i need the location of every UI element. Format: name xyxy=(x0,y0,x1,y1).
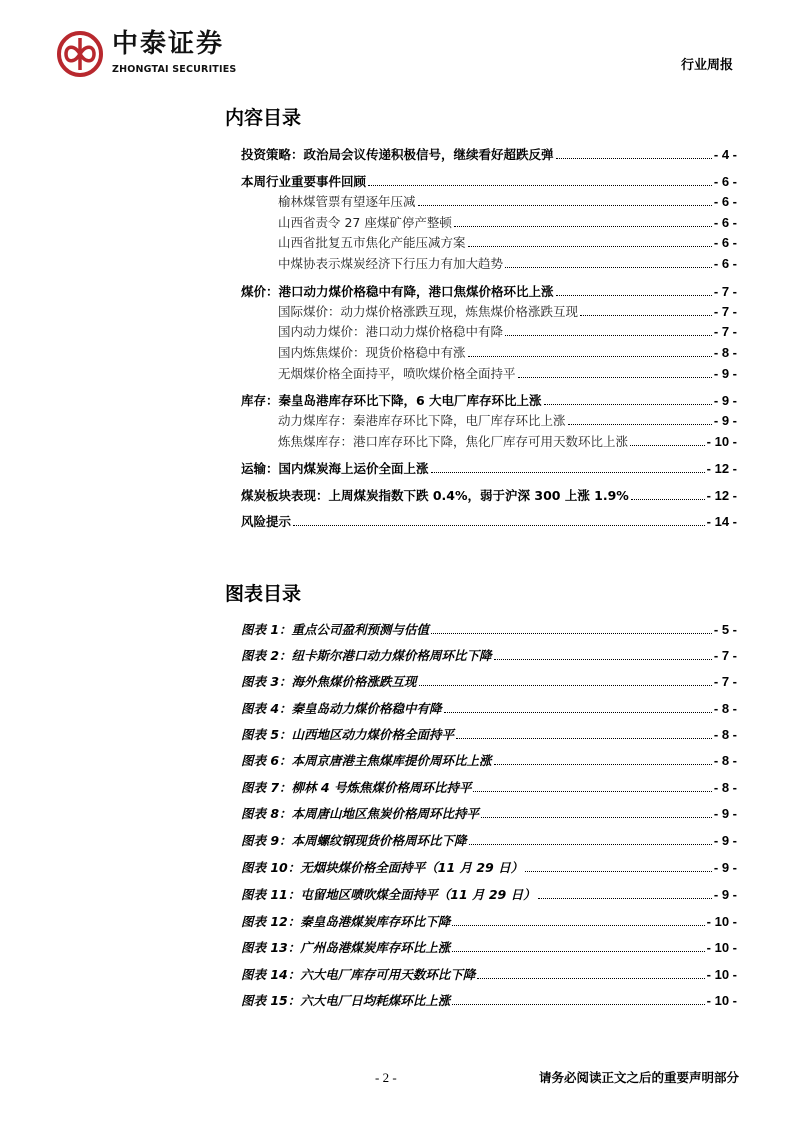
toc-entry[interactable] xyxy=(241,461,737,477)
entry-title: 运输：国内煤炭海上运价全面上涨 xyxy=(241,461,429,476)
dot-leader xyxy=(368,185,712,186)
entry-page: - 9 - xyxy=(713,833,737,848)
entry-page: - 12 - xyxy=(706,488,737,503)
dot-leader xyxy=(544,404,712,405)
toc-entry[interactable] xyxy=(278,324,737,340)
entry-title: 图表 3：海外焦煤价格涨跌互现 xyxy=(241,674,417,689)
entry-page: - 8 - xyxy=(713,780,737,795)
toc-entry[interactable] xyxy=(278,304,737,320)
toc-entry[interactable] xyxy=(241,393,737,409)
toc-entry[interactable] xyxy=(278,256,737,272)
entry-title: 图表 5：山西地区动力煤价格全面持平 xyxy=(241,727,455,742)
dot-leader xyxy=(452,1004,704,1005)
figure-entry[interactable] xyxy=(241,780,737,796)
figure-entry[interactable] xyxy=(241,753,737,769)
entry-page: - 6 - xyxy=(713,215,737,230)
entry-title: 风险提示 xyxy=(241,514,292,529)
brand-name-cn: 中泰证券 xyxy=(112,29,225,59)
dot-leader xyxy=(473,791,711,792)
entry-title: 国内动力煤价：港口动力煤价格稳中有降 xyxy=(278,324,504,339)
entry-title: 山西省责令 27 座煤矿停产整顿 xyxy=(278,215,452,230)
entry-page: - 7 - xyxy=(713,674,737,689)
entry-title: 图表 2：纽卡斯尔港口动力煤价格周环比下降 xyxy=(241,648,492,663)
dot-leader xyxy=(494,659,712,660)
figures-title: 图表目录 xyxy=(225,583,302,605)
entry-title: 无烟煤价格全面持平，喷吹煤价格全面持平 xyxy=(278,366,516,381)
entry-page: - 4 - xyxy=(713,147,737,162)
entry-page: - 8 - xyxy=(713,345,737,360)
entry-title: 炼焦煤库存：港口库存环比下降，焦化厂库存可用天数环比上涨 xyxy=(278,434,629,449)
toc-title: 内容目录 xyxy=(225,107,302,129)
dot-leader xyxy=(525,871,712,872)
entry-title: 图表 13：广州岛港煤炭库存环比上涨 xyxy=(241,940,451,955)
dot-leader xyxy=(556,295,712,296)
toc-entry[interactable] xyxy=(278,235,737,251)
figure-entry[interactable] xyxy=(241,833,737,849)
entry-title: 动力煤库存：秦港库存环比下降，电厂库存环比上涨 xyxy=(278,413,566,428)
dot-leader xyxy=(444,712,712,713)
toc-entry[interactable] xyxy=(278,194,737,210)
entry-page: - 9 - xyxy=(713,860,737,875)
figure-entry[interactable] xyxy=(241,648,737,664)
dot-leader xyxy=(452,951,704,952)
entry-title: 图表 10：无烟块煤价格全面持平（11 月 29 日） xyxy=(241,860,524,875)
dot-leader xyxy=(431,472,705,473)
toc-entry[interactable] xyxy=(241,174,737,190)
entry-page: - 6 - xyxy=(713,194,737,209)
entry-page: - 14 - xyxy=(706,514,737,529)
figure-entry[interactable] xyxy=(241,887,737,903)
page-number: - 2 - xyxy=(375,1070,397,1085)
brand-name-en: ZHONGTAI SECURITIES xyxy=(112,64,237,75)
entry-page: - 9 - xyxy=(713,806,737,821)
zhongtai-logo-icon xyxy=(56,30,104,78)
entry-title: 图表 8：本周唐山地区焦炭价格周环比持平 xyxy=(241,806,480,821)
entry-page: - 9 - xyxy=(713,366,737,381)
dot-leader xyxy=(469,844,712,845)
toc-entry[interactable] xyxy=(241,488,737,504)
entry-page: - 10 - xyxy=(706,914,737,929)
figure-entry[interactable] xyxy=(241,674,737,690)
entry-page: - 10 - xyxy=(706,967,737,982)
entry-page: - 9 - xyxy=(713,887,737,902)
dot-leader xyxy=(452,925,704,926)
dot-leader xyxy=(481,817,712,818)
toc-entry[interactable] xyxy=(241,284,737,300)
entry-title: 国际煤价：动力煤价格涨跌互现，炼焦煤价格涨跌互现 xyxy=(278,304,579,319)
figure-entry[interactable] xyxy=(241,967,737,983)
entry-title: 煤价：港口动力煤价格稳中有降，港口焦煤价格环比上涨 xyxy=(241,284,554,299)
figure-entry[interactable] xyxy=(241,622,737,638)
entry-title: 山西省批复五市焦化产能压减方案 xyxy=(278,235,466,250)
dot-leader xyxy=(293,525,705,526)
entry-title: 榆林煤管票有望逐年压减 xyxy=(278,194,416,209)
entry-page: - 5 - xyxy=(713,622,737,637)
dot-leader xyxy=(477,978,704,979)
dot-leader xyxy=(454,226,712,227)
entry-page: - 7 - xyxy=(713,648,737,663)
toc-entry[interactable] xyxy=(278,434,737,450)
dot-leader xyxy=(538,898,712,899)
dot-leader xyxy=(431,633,712,634)
figure-entry[interactable] xyxy=(241,940,737,956)
disclaimer: 请务必阅读正文之后的重要声明部分 xyxy=(538,1070,739,1085)
entry-page: - 6 - xyxy=(713,174,737,189)
dot-leader xyxy=(518,377,712,378)
dot-leader xyxy=(505,267,712,268)
entry-title: 图表 6：本周京唐港主焦煤库提价周环比上涨 xyxy=(241,753,492,768)
figure-entry[interactable] xyxy=(241,727,737,743)
dot-leader xyxy=(494,764,712,765)
entry-page: - 6 - xyxy=(713,235,737,250)
dot-leader xyxy=(630,445,705,446)
figure-entry[interactable] xyxy=(241,914,737,930)
entry-page: - 6 - xyxy=(713,256,737,271)
entry-title: 国内炼焦煤价：现货价格稳中有涨 xyxy=(278,345,466,360)
entry-title: 库存：秦皇岛港库存环比下降，6 大电厂库存环比上涨 xyxy=(241,393,542,408)
entry-page: - 8 - xyxy=(713,753,737,768)
entry-title: 图表 14：六大电厂库存可用天数环比下降 xyxy=(241,967,476,982)
toc-entry[interactable] xyxy=(278,366,737,382)
entry-title: 图表 7：柳林 4 号炼焦煤价格周环比持平 xyxy=(241,780,472,795)
dot-leader xyxy=(631,499,705,500)
dot-leader xyxy=(568,424,712,425)
entry-title: 图表 9：本周螺纹钢现货价格周环比下降 xyxy=(241,833,467,848)
entry-page: - 7 - xyxy=(713,324,737,339)
entry-title: 图表 11：屯留地区喷吹煤全面持平（11 月 29 日） xyxy=(241,887,536,902)
entry-title: 图表 1：重点公司盈利预测与估值 xyxy=(241,622,430,637)
entry-page: - 10 - xyxy=(706,434,737,449)
toc-entry[interactable] xyxy=(278,215,737,231)
dot-leader xyxy=(556,158,712,159)
report-type: 行业周报 xyxy=(680,58,733,73)
dot-leader xyxy=(505,335,712,336)
entry-title: 投资策略：政治局会议传递积极信号，继续看好超跌反弹 xyxy=(241,147,554,162)
entry-title: 煤炭板块表现：上周煤炭指数下跌 0.4%，弱于沪深 300 上涨 1.9% xyxy=(241,488,629,503)
entry-page: - 7 - xyxy=(713,304,737,319)
entry-title: 本周行业重要事件回顾 xyxy=(241,174,367,189)
figure-entry[interactable] xyxy=(241,993,737,1009)
toc-entry[interactable] xyxy=(241,514,737,530)
entry-title: 中煤协表示煤炭经济下行压力有加大趋势 xyxy=(278,256,504,271)
entry-page: - 9 - xyxy=(713,413,737,428)
entry-page: - 10 - xyxy=(706,993,737,1008)
figure-entry[interactable] xyxy=(241,701,737,717)
toc-entry[interactable] xyxy=(278,345,737,361)
dot-leader xyxy=(580,315,712,316)
figure-entry[interactable] xyxy=(241,860,737,876)
entry-page: - 10 - xyxy=(706,940,737,955)
entry-title: 图表 12：秦皇岛港煤炭库存环比下降 xyxy=(241,914,451,929)
entry-title: 图表 15：六大电厂日均耗煤环比上涨 xyxy=(241,993,451,1008)
entry-page: - 8 - xyxy=(713,701,737,716)
dot-leader xyxy=(419,685,712,686)
entry-page: - 12 - xyxy=(706,461,737,476)
entry-page: - 8 - xyxy=(713,727,737,742)
entry-page: - 9 - xyxy=(713,393,737,408)
entry-page: - 7 - xyxy=(713,284,737,299)
toc-entry[interactable] xyxy=(278,413,737,429)
dot-leader xyxy=(468,356,712,357)
entry-title: 图表 4：秦皇岛动力煤价格稳中有降 xyxy=(241,701,442,716)
dot-leader xyxy=(456,738,712,739)
toc-entry[interactable] xyxy=(241,147,737,163)
dot-leader xyxy=(468,246,712,247)
dot-leader xyxy=(418,205,712,206)
figure-entry[interactable] xyxy=(241,806,737,822)
